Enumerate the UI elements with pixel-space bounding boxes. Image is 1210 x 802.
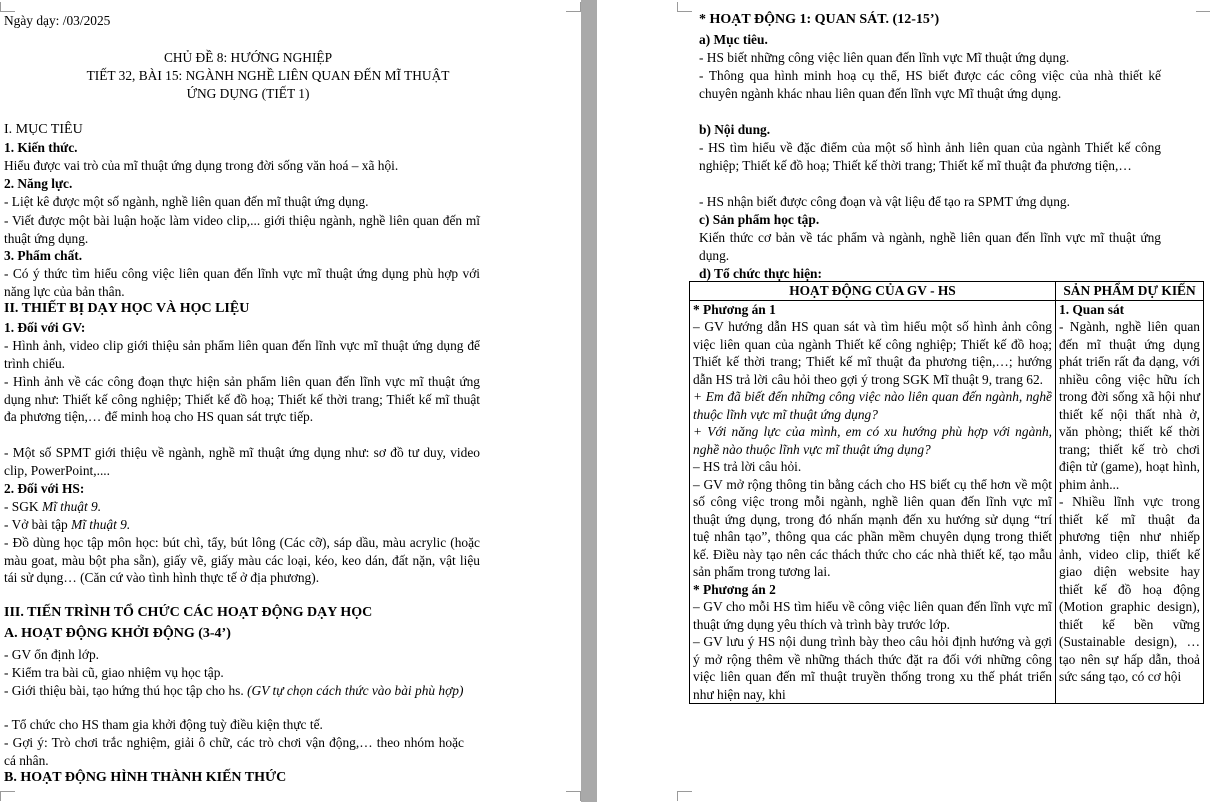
activity-heading: * HOẠT ĐỘNG 1: QUAN SÁT. (12-15’) xyxy=(699,12,940,27)
list-item: - Kiểm tra bài cũ, giao nhiệm vụ học tập. xyxy=(4,665,224,680)
guiding-question: + Em đã biết đến những công việc nào liên quan đến ngành, nghề thuộc lĩnh vực mĩ thuật ứng dụng? xyxy=(693,389,1052,422)
document-page-right xyxy=(597,0,1210,802)
option-heading: * Phương án 1 xyxy=(693,301,776,317)
section-heading: III. TIẾN TRÌNH TỔ CHỨC CÁC HOẠT ĐỘNG DẠY HỌC xyxy=(4,605,373,620)
cell-paragraph: – GV mở rộng thông tin bằng cách cho HS biết cụ thể hơn về một số công việc trong mỗi ngành, nghề liên quan đến lĩnh vực mĩ thuật ứng dụng, trong đó nhấn mạnh đến xu hướng sử dụng “trí tuệ nhân tạo”, thông qua các phần mềm chuyên dụng trong thiết kế. Điều này tạo nên các thách thức cho các nhà thiết kế, tạo mẫu sản phẩm trong tương lai. xyxy=(693,476,1052,579)
table-header-row xyxy=(690,282,1204,301)
lesson-date: Ngày dạy: /03/2025 xyxy=(4,13,111,28)
paragraph xyxy=(4,682,480,700)
paragraph: - Hình ảnh về các công đoạn thực hiện sản phẩm liên quan đến lĩnh vực mĩ thuật ứng dụng như: Thiết kế công nghiệp; Thiết kế đồ hoạ; Thiết kế thời trang; Thiết kế mĩ thuật đa phương tiện,… để minh hoạ cho HS quan sát trực tiếp. xyxy=(4,374,480,424)
cell-paragraph: – GV cho mỗi HS tìm hiểu về công việc liên quan đến lĩnh vực mĩ thuật ứng dụng yêu thích và trình bày trước lớp. xyxy=(693,599,1052,632)
crop-mark xyxy=(0,2,15,12)
paragraph-text: - Giới thiệu bài, tạo hứng thú học tập cho hs. xyxy=(4,683,248,698)
paragraph: - Một số SPMT giới thiệu về ngành, nghề mĩ thuật ứng dụng như: sơ đồ tư duy, video clip, PowerPoint,.... xyxy=(4,445,480,478)
subsection-heading: 3. Phẩm chất. xyxy=(4,248,83,263)
paragraph: - Liệt kê được một số ngành, nghề liên quan đến mĩ thuật ứng dụng. xyxy=(4,194,369,209)
subsection-heading: b) Nội dung. xyxy=(699,122,771,137)
list-item: - GV ổn định lớp. xyxy=(4,647,99,662)
table-cell-activities xyxy=(690,300,1056,704)
section-heading: I. MỤC TIÊU xyxy=(4,122,83,137)
crop-mark xyxy=(677,791,692,801)
table-header-cell: HOẠT ĐỘNG CỦA GV - HS xyxy=(690,282,1056,301)
paragraph: - Đồ dùng học tập môn học: bút chì, tẩy, bút lông (Các cỡ), sáp dầu, màu acrylic (hoặc màu goat, màu bột pha sẵn), giấy vẽ, giấy màu các loại, kéo, keo dán, đất nặn, vật liệu tái sử dụng… (Căn cứ vào tình hình thực tế ở địa phương). xyxy=(4,535,480,585)
table-cell-expected-products xyxy=(1056,300,1204,704)
subsection-heading: 1. Đối với GV: xyxy=(4,320,86,335)
crop-mark xyxy=(1196,2,1210,12)
book-title: Mĩ thuật 9. xyxy=(71,517,131,532)
subsection-heading: 2. Đối với HS: xyxy=(4,481,85,496)
lesson-title: TIẾT 32, BÀI 15: NGÀNH NGHỀ LIÊN QUAN ĐẾN MĨ THUẬT xyxy=(86,68,450,83)
topic-title: CHỦ ĐỀ 8: HƯỚNG NGHIỆP xyxy=(163,50,333,65)
product-heading: 1. Quan sát xyxy=(1059,301,1125,317)
list-item-text: - SGK xyxy=(4,499,42,514)
crop-mark xyxy=(566,2,581,12)
paragraph: Hiểu được vai trò của mĩ thuật ứng dụng trong đời sống văn hoá – xã hội. xyxy=(4,158,399,173)
crop-mark xyxy=(566,791,581,801)
table-header-cell: SẢN PHẨM DỰ KIẾN xyxy=(1056,282,1204,301)
section-heading: II. THIẾT BỊ DẠY HỌC VÀ HỌC LIỆU xyxy=(4,301,250,316)
paragraph-note: (GV tự chọn cách thức vào bài phù hợp) xyxy=(247,683,464,698)
subsection-heading: 2. Năng lực. xyxy=(4,176,73,191)
subsection-heading: d) Tổ chức thực hiện: xyxy=(699,266,822,281)
subsection-heading: 1. Kiến thức. xyxy=(4,140,78,155)
crop-mark xyxy=(0,791,15,801)
cell-paragraph: – GV hướng dẫn HS quan sát và tìm hiểu một số hình ảnh công việc liên quan của ngành Thiết kế công nghiệp; Thiết kế đồ hoạ; Thiết kế thời trang; Thiết kế mĩ thuật đa phương tiện,…; hướng dẫn HS trả lời câu hỏi theo gợi ý trong SGK Mĩ thuật 9, trang 62. xyxy=(693,319,1052,387)
option-heading: * Phương án 2 xyxy=(693,581,776,597)
paragraph: - Gợi ý: Trò chơi trắc nghiệm, giải ô chữ, các trò chơi vận động,… theo nhóm hoặc cá nhân. xyxy=(4,735,464,768)
book-title: Mĩ thuật 9. xyxy=(41,499,102,514)
paragraph: - Viết được một bài luận hoặc làm video clip,... giới thiệu ngành, nghề liên quan đến mĩ thuật ứng dụng. xyxy=(4,213,480,246)
paragraph: - Thông qua hình minh hoạ cụ thể, HS biết được các công việc của nhà thiết kế chuyên ngành khác nhau liên quan đến lĩnh vực Mĩ thuật ứng dụng. xyxy=(699,68,1161,101)
guiding-question: + Với năng lực của mình, em có xu hướng phù hợp với ngành, nghề nào thuộc lĩnh vực mĩ thuật ứng dụng? xyxy=(693,424,1052,457)
list-item xyxy=(4,498,101,516)
paragraph: - HS tìm hiểu về đặc điểm của một số hình ảnh liên quan của ngành Thiết kế công nghiệp; Thiết kế đồ hoạ; Thiết kế thời trang; Thiết kế mĩ thuật đa phương tiện,… xyxy=(699,140,1161,173)
section-heading: B. HOẠT ĐỘNG HÌNH THÀNH KIẾN THỨC xyxy=(4,770,287,785)
paragraph: - HS nhận biết được công đoạn và vật liệu để tạo ra SPMT ứng dụng. xyxy=(699,194,1070,209)
cell-paragraph: – HS trả lời câu hỏi. xyxy=(693,459,802,474)
section-heading: A. HOẠT ĐỘNG KHỞI ĐỘNG (3-4’) xyxy=(4,626,231,641)
activity-table xyxy=(689,281,1204,704)
paragraph: - Có ý thức tìm hiểu công việc liên quan đến lĩnh vực mĩ thuật ứng dụng phù hợp với năng lực của bản thân. xyxy=(4,266,480,299)
subsection-heading: a) Mục tiêu. xyxy=(699,32,768,47)
lesson-title-continued: ỨNG DỤNG (TIẾT 1) xyxy=(186,86,310,101)
table-row xyxy=(690,300,1204,704)
document-page-left xyxy=(0,0,581,802)
paragraph: - HS biết những công việc liên quan đến lĩnh vực Mĩ thuật ứng dụng. xyxy=(699,50,1070,65)
paragraph: Kiến thức cơ bản về tác phẩm và ngành, nghề liên quan đến lĩnh vực mĩ thuật ứng dụng. xyxy=(699,230,1161,263)
cell-paragraph: - Ngành, nghề liên quan đến mĩ thuật ứng dụng phát triển rất đa dạng, với nhiều công việc hữu ích trong đời sống xã hội như thiết kế nội thất nhà ở, văn phòng; thiết kế thời trang; thiết kế trò chơi điện tử (game), hoạt hình, phim ảnh... xyxy=(1059,319,1200,492)
list-item-text: - Vở bài tập xyxy=(4,517,72,532)
subsection-heading: c) Sản phẩm học tập. xyxy=(699,212,820,227)
list-item xyxy=(4,516,130,534)
paragraph: - Hình ảnh, video clip giới thiệu sản phẩm liên quan đến lĩnh vực mĩ thuật ứng dụng để trình chiếu. xyxy=(4,338,480,371)
cell-paragraph: - Nhiều lĩnh vực trong thiết kế mĩ thuật đa phương tiện như nhiếp ảnh, video clip, thiết kế giao diện website hay thiết kế đồ hoạ động (Motion graphic design), thiết kế bền vững (Sustainable design), …tạo nên sự hấp dẫn, thoả sức sáng tạo, có cơ hội xyxy=(1059,494,1200,684)
list-item: - Tổ chức cho HS tham gia khởi động tuỳ điều kiện thực tế. xyxy=(4,717,323,732)
crop-mark xyxy=(677,2,692,12)
cell-paragraph: – GV lưu ý HS nội dung trình bày theo câu hỏi định hướng và gợi ý mở rộng thêm về những thách thức đặt ra đối với những công việc liên quan đến mĩ thuật truyền thống trong xu thế phát triển như hiện nay, khi xyxy=(693,634,1052,702)
